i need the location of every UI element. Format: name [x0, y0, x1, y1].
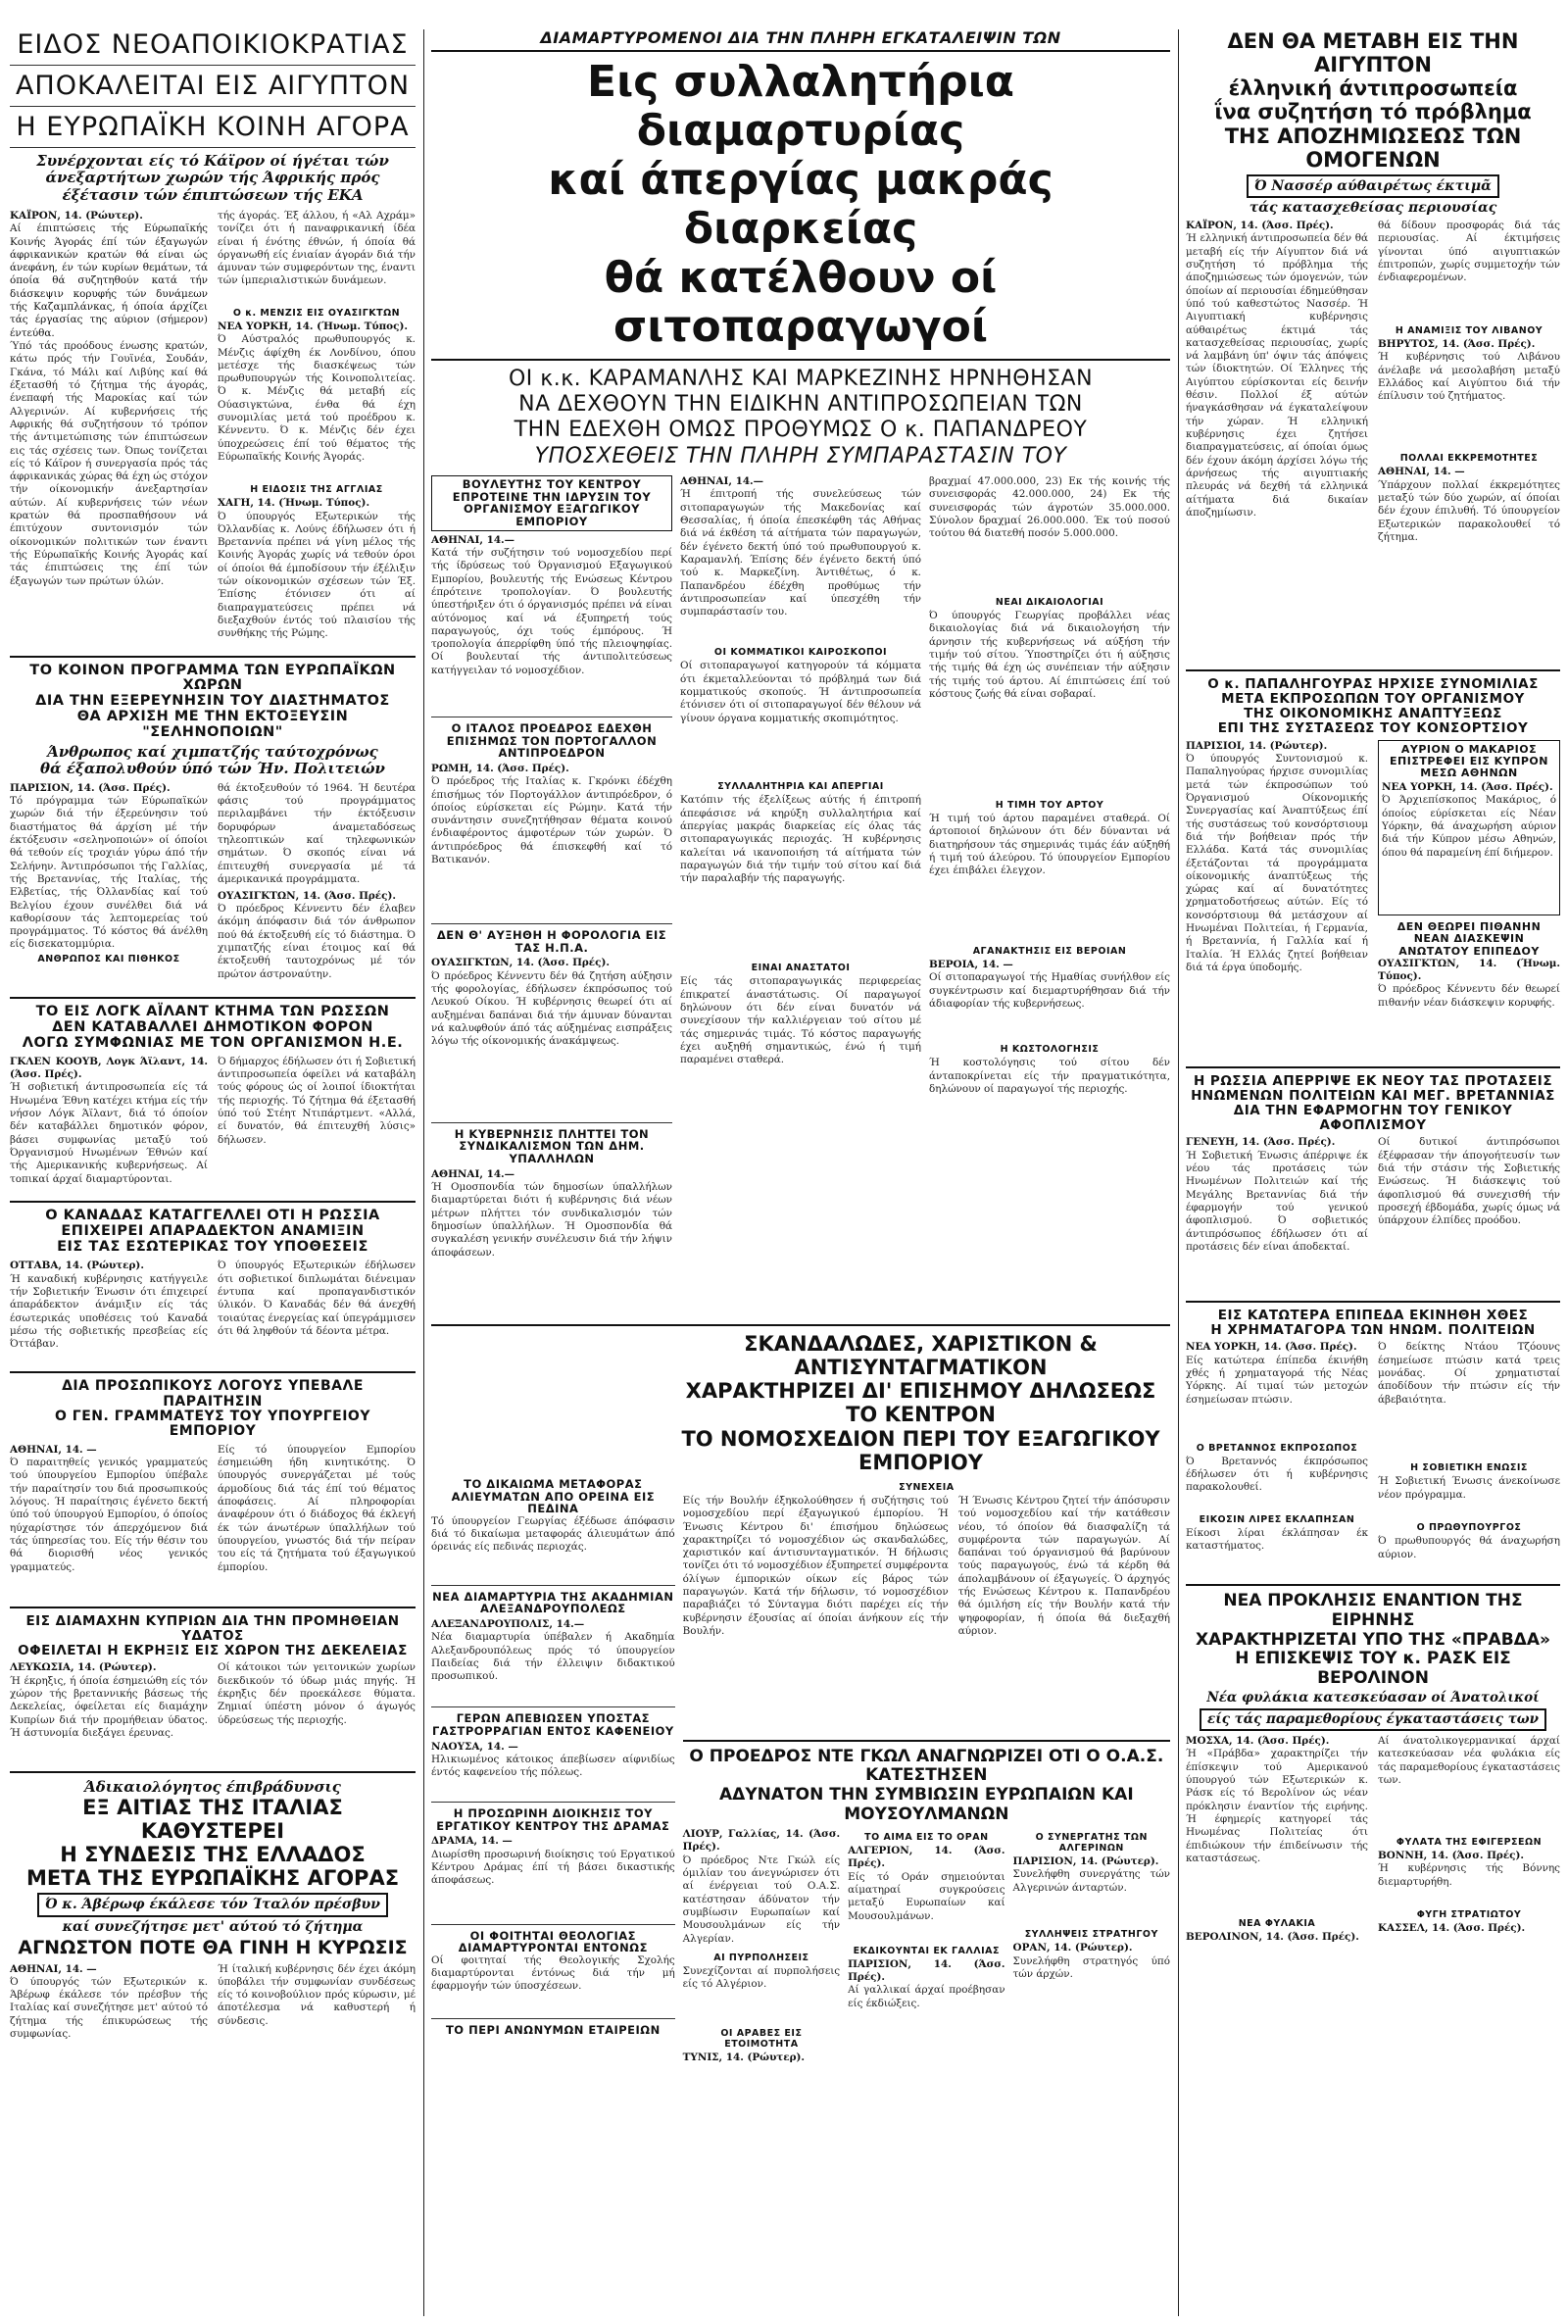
section-headline: ΔΕΝ Θ' ΑΥΞΗΘΗ Η ΦΟΡΟΛΟΓΙΑ ΕΙΣ ΤΑΣ Η.Π.Α. [436, 928, 667, 955]
subheadline: τάς κατασχεθείσας περιουσίας [1249, 199, 1497, 216]
dateline: ΒΗΡΥΤΟΣ, 14. (Άσσ. Πρές). [1378, 338, 1536, 351]
headline: ΗΝΩΜΕΝΩΝ ΠΟΛΙΤΕΙΩΝ ΚΑΙ ΜΕΓ. ΒΡΕΤΑΝΝΙΑΣ [1191, 1087, 1555, 1104]
dateline: ΟΥΑΣΙΓΚΤΩΝ, 14. (Άσσ. Πρές). [431, 957, 610, 969]
subheadline: καί συνεζήτησε μετ' αύτού τό ζήτημα [62, 1918, 364, 1935]
article-body [10, 1056, 416, 1196]
filler-text: Ό Βρεταννός έκπρόσωπος έδήλωσεν ότι ή κυβέρνησις παρακολουθεί. [1186, 1455, 1368, 1494]
deck-line: ΝΑ ΔΕΧΘΟΥΝ ΤΗΝ ΕΙΔΙΚΗΝ ΑΝΤΙΠΡΟΣΩΠΕΙΑΝ ΤΩΝ [518, 391, 1083, 417]
section-headline: ΟΙ ΦΟΙΤΗΤΑΙ ΘΕΟΛΟΓΙΑΣ ΔΙΑΜΑΡΤΥΡΟΝΤΑΙ ΕΝΤΟΝΩΣ [458, 1928, 648, 1955]
headline: ΤΟ ΝΟΜΟΣΧΕΔΙΟΝ ΠΕΡΙ ΤΟΥ ΕΞΑΓΩΓΙΚΟΥ ΕΜΠΟΡΙΟΥ [681, 1426, 1160, 1474]
headline: ΔΕΝ ΘΑ ΜΕΤΑΒΗ ΕΙΣ ΤΗΝ ΑΙΓΥΠΤΟΝ [1227, 29, 1519, 77]
filler-text: Ό Άρχιεπίσκοπος Μακάριος, ό όποίος εύρίσκεται είς Νέαν Υόρκην, θά άναχωρήση αύριον διά τήν Κύπρον μέσω Αθηνών, όπου θά παραμείνη έπί διήμερον. [1382, 794, 1556, 859]
headline: ΧΑΡΑΚΤΗΡΙΖΕΤΑΙ ΥΠΟ ΤΗΣ «ΠΡΑΒΔΑ» [1196, 1629, 1550, 1650]
section-headline: ΓΕΡΩΝ ΑΠΕΒΙΩΣΕΝ ΥΠΟΣΤΑΣ ΓΑΣΤΡΟΡΡΑΓΙΑΝ ΕΝΤΟΣ ΚΑΦΕΝΕΙΟΥ [431, 1711, 674, 1739]
headline: ΤΗΣ ΑΠΟΖΗΜΙΩΣΕΩΣ ΤΩΝ ΟΜΟΓΕΝΩΝ [1224, 124, 1522, 172]
article-body [1186, 740, 1560, 1061]
headline: ΜΕΤΑ ΕΚΠΡΟΣΩΠΩΝ ΤΟΥ ΟΡΓΑΝΙΣΜΟΥ [1221, 691, 1525, 708]
headline: ΑΔΥΝΑΤΟΝ ΤΗΝ ΣΥΜΒΙΩΣΙΝ ΕΥΡΩΠΑΙΩΝ ΚΑΙ ΜΟΥΣΟΥΛΜΑΝΩΝ [719, 1784, 1134, 1824]
dateline: ΓΕΝΕΥΗ, 14. (Άσσ. Πρές). [1186, 1136, 1336, 1149]
headline: ΑΓΝΩΣΤΟΝ ΠΟΤΕ ΘΑ ΓΙΝΗ Η ΚΥΡΩΣΙΣ [18, 1936, 408, 1958]
article-body [1186, 220, 1560, 664]
filler-text: Οί σιτοπαραγωγοί τής Ημαθίας συνήλθον είς συγκέντρωσιν καί διεμαρτυρήθησαν διά τήν άδιαφορίαν τής κυβερνήσεως. [929, 971, 1170, 1011]
filler-text: Ό πρόεδρος Κέννεντυ δέν έλαβεν άκόμη άπόφασιν διά τόν άνθρωπον πού θά έκτοξευθή είς τό διάστημα. Ό χιμπατζής είναι έτοιμος καί θά έκτοξευθή ταυτοχρόνως μέ τόν πρώτον άστροναύτην. [218, 903, 416, 980]
filler-text: Ό πρόεδρος Ντε Γκώλ είς όμιλίαν του άνεγνώρισεν ότι αί ένέργειαι τού Ο.Α.Σ. κατέστησαν άδύνατον τήν συμβίωσιν Ευρωπαίων καί Μουσουλμάνων είς τήν Αλγερίαν. [682, 1854, 841, 1945]
headline: ΐνα συζητήση τό πρόβλημα [1214, 100, 1532, 124]
headline: Η ΣΥΝΔΕΣΙΣ ΤΗΣ ΕΛΛΑΔΟΣ [60, 1843, 366, 1867]
section-headline: ΒΟΥΛΕΥΤΗΣ ΤΟΥ ΚΕΝΤΡΟΥ ΕΠΡΟΤΕΙΝΕ ΤΗΝ ΙΔΡΥΣΙΝ ΤΟΥ ΟΡΓΑΝΙΣΜΟΥ ΕΞΑΓΩΓΙΚΟΥ ΕΜΠΟΡΙΟΥ [431, 475, 672, 531]
divider [10, 1607, 416, 1608]
filler-text: Ό πρόεδρος Κέννεντυ δέν θεωρεί πιθανήν νέαν διάσκεψιν κορυφής. [1378, 983, 1560, 1009]
filler-text: Ή «Πράβδα» χαρακτηρίζει τήν έπίσκεψιν τού Αμερικανού ύπουργού τών Εξωτερικών κ. Ράσκ είς τό Βερολίνον ώς νέαν πρόκλησιν έναντίον τής ειρήνης. Ή έφημερίς κατηγορεί τάς Ηνωμένας Πολιτείας ότι έπιδιώκουν τήν έπιδείνωσιν τής καταστάσεως. [1186, 1748, 1368, 1864]
filler-text: Ή κοστολόγησις τού σίτου δέν άνταποκρίνεται είς τήν πραγματικότητα, δηλώνουν οί παραγωγοί τής περιοχής. [929, 1057, 1170, 1096]
filler-text: Είς τό Οράν σημειούνται αίματηραί συγκρούσεις μεταξύ Ευρωπαίων καί Μουσουλμάνων. [848, 1870, 1005, 1922]
headline: Ο ΓΕΝ. ΓΡΑΜΜΑΤΕΥΣ ΤΟΥ ΥΠΟΥΡΓΕΙΟΥ ΕΜΠΟΡΙΟΥ [55, 1409, 370, 1440]
dateline: ΑΘΗΝΑΙ, 14. — [10, 1962, 97, 1975]
section-subhead: Ο κ. ΜΕΝΖΙΣ ΕΙΣ ΟΥΑΣΙΓΚΤΩΝ [232, 307, 401, 319]
dateline: ΜΟΣΧΑ, 14. (Άσσ. Πρές). [1186, 1735, 1330, 1748]
dateline: ΠΑΡΙΣΙΟΝ, 14. (Ρώυτερ). [1012, 1855, 1159, 1868]
filler-text: Οί σιτοπαραγωγοί κατηγορούν τά κόμματα ότι έκμεταλλεύονται τό πρόβλημά των διά κομματικούς σκοπούς. Ή άντιπροσωπεία έτόνισεν ότι οί σιτοπαραγωγοί δέν θέλουν νά γίνουν όργανα κομματικής σκοπιμότητος. [680, 660, 921, 724]
dateline: ΑΘΗΝΑΙ, 14.— [431, 1167, 515, 1180]
section-subhead: ΠΟΛΛΑΙ ΕΚΚΡΕΜΟΤΗΤΕΣ [1399, 453, 1539, 465]
deck-line: ΤΗΝ ΕΔΕΧΘΗ ΟΜΩΣ ΠΡΟΘΥΜΩΣ Ο κ. ΠΑΠΑΝΔΡΕΟΥ [514, 418, 1088, 443]
filler-text: Είκοσι λίραι έκλάπησαν έκ καταστήματος. [1186, 1526, 1368, 1553]
section-subhead: Ο ΣΥΝΕΡΓΑΤΗΣ ΤΩΝ ΑΛΓΕΡΙΝΩΝ [1035, 1832, 1148, 1854]
filler-text: Ή έπιτροπή τής συνελεύσεως τών σιτοπαραγωγών τής Μακεδονίας καί Θεσσαλίας, ή όποία έπεσκέφθη τάς Αθήνας διά νά έκθέση τά αίτήματα τών παραγωγών, δέν έγένετο δεκτή ύπό τού πρωθυπουργού κ. Καραμανλή. Έπίσης δέν έγένετο δεκτή ύπό τού κ. Μαρκεζίνη. Άντιθέτως, ό κ. Παπανδρέου έδέχθη προθύμως τήν άντιπροσωπείαν καί ύπεσχέθη τήν συμπαράστασίν του. [680, 488, 921, 618]
headline: ΔΙΑ ΤΗΝ ΕΦΑΡΜΟΓΗΝ ΤΟΥ ΓΕΝΙΚΟΥ ΑΦΟΠΛΙΣΜΟΥ [1233, 1102, 1513, 1133]
dateline: ΟΥΑΣΙΓΚΤΩΝ, 14. (Ήνωμ. Τύπος). [1378, 957, 1560, 982]
headline: ΕΠΙ ΤΗΣ ΣΥΣΤΑΣΕΩΣ ΤΟΥ ΚΟΝΣΟΡΤΣΙΟΥ [1217, 719, 1529, 736]
divider [10, 1771, 416, 1773]
divider [431, 2018, 675, 2019]
dateline: ΛΕΥΚΩΣΙΑ, 14. (Ρώυτερ). [10, 1661, 157, 1674]
headline: ΧΑΡΑΚΤΗΡΙΖΕΙ ΔΙ' ΕΠΙΣΗΜΟΥ ΔΗΛΩΣΕΩΣ ΤΟ ΚΕΝΤΡΟΝ [685, 1379, 1156, 1427]
filler-text: Συνελήφθη συνεργάτης τών Αλγερινών άνταρτών. [1012, 1868, 1170, 1894]
kicker: Άδικαιολόγητος έπιβράδυνσις [84, 1777, 341, 1796]
divider [10, 65, 416, 66]
deck-line: ΟΙ κ.κ. ΚΑΡΑΜΑΝΛΗΣ ΚΑΙ ΜΑΡΚΕΖΙΝΗΣ ΗΡΝΗΘΗΣΑΝ [508, 366, 1094, 391]
headline: έλληνική άντιπροσωπεία [1228, 76, 1518, 101]
divider [1186, 669, 1560, 671]
filler-text: Ό ύπουργός Συντονισμού κ. Παπαληγούρας ήρχισε συνομιλίας μετά τών έκπροσώπων τού Όργανισμού Οίκονομικής Συνεργασίας καί Άναπτύξεως έπί τής συστάσεως τού κονσόρτσιουμ διά τήν βοήθειαν πρός τήν Ελλάδα. Κατά τάς συνομιλίας έξετάζονται τά προγράμματα οίκονομικής άναπτύξεως τής χώρας καί αί δυνατότητες χρηματοδοτήσεως αύτών. Είς τό κονσόρτσιουμ θά μετάσχουν αί Ηνωμέναι Πολιτείαι, ή Γερμανία, ή Βρεταννία, ή Γαλλία καί ή Ιταλία. Ή Ελλάς ζητεί βοήθειαν διά τά έργα ύποδομής. [1186, 753, 1368, 974]
divider [431, 1324, 1170, 1326]
headline: ΤΟ ΚΟΙΝΟΝ ΠΡΟΓΡΑΜΜΑ ΤΩΝ ΕΥΡΩΠΑΪΚΩΝ ΧΩΡΩΝ [29, 662, 396, 694]
divider [10, 106, 416, 107]
headline: ΣΚΑΝΔΑΛΩΔΕΣ, ΧΑΡΙΣΤΙΚΟΝ & ΑΝΤΙΣΥΝΤΑΓΜΑΤΙΚΟΝ [744, 1332, 1098, 1380]
filler-text: Ή κυβέρνησις τού Λιβάνου άνέλαβε νά μεσολαβήση μεταξύ Ελλάδος καί Αιγύπτου διά τήν έπίλυσιν τού ζητήματος. [1378, 351, 1560, 403]
dateline: ΠΑΡΙΣΙΟΙ, 14. (Ρώυτερ). [1186, 739, 1328, 752]
article-body [10, 1962, 416, 2041]
filler-text: θά έκτοξευθούν τό 1964. Ή δευτέρα φάσις τού προγράμματος περιλαμβάνει τήν έκτόξευσιν δορυφόρων άναμεταδόσεως τηλεοπτικών καί τηλεφωνικών σημάτων. Ό σκοπός είναι νά έπιτευχθή συνεργασία μέ τά άμερικανικά προγράμματα. [218, 781, 416, 885]
section-subhead: ΦΥΛΑΤΑ ΤΗΣ ΕΦΙΓΕΡΣΕΩΝ [1396, 1837, 1543, 1849]
filler-text: Ό δήμαρχος έδήλωσεν ότι ή Σοβιετική άντιπροσωπεία όφείλει νά καταβάλη τούς φόρους ώς οί λοιποί ίδιοκτήται τής περιοχής. Τό ζήτημα θά έξετασθή ύπό τού Στέητ Ντιπάρτμεντ. «Αλλά, εί δυνατόν, θά έπιτευχθή λύσις» δήλωσεν. [218, 1055, 416, 1146]
divider [10, 1201, 416, 1203]
section-subhead: ΣΥΛΛΗΨΕΙΣ ΣΤΡΑΤΗΓΟΥ [1024, 1929, 1158, 1941]
section-subhead: Η ΤΙΜΗ ΤΟΥ ΑΡΤΟΥ [995, 800, 1104, 812]
dateline: ΑΛΕΞΑΝΔΡΟΥΠΟΛΙΣ, 14.— [431, 1618, 585, 1631]
headline: ΔΙΑ ΠΡΟΣΩΠΙΚΟΥΣ ΛΟΓΟΥΣ ΥΠΕΒΑΛΕ ΠΑΡΑΙΤΗΣΙΝ [62, 1378, 364, 1409]
filler-text: Ό πρόεδρος τής Ιταλίας κ. Γκρόνκι έδέχθη έπισήμως τόν Πορτογάλλον άντιπρόεδρον, ό όποίος εύρίσκεται είς Ρώμην. Κατά τήν συνάντησιν συνεζητήθησαν θέματα κοινού ένδιαφέροντος άμφοτέρων τών χωρών. Ό άντιπρόεδρος θά έπισκεφθή καί τό Βατικανόν. [431, 775, 672, 866]
dateline: ΠΑΡΙΣΙΟΝ, 14. (Άσσ. Πρές). [10, 781, 171, 794]
boxed-brief [1378, 740, 1560, 916]
section-subhead: ΦΥΓΗ ΣΤΡΑΤΙΩΤΟΥ [1416, 1909, 1522, 1921]
dateline: ΝΑΟΥΣΑ, 14. — [431, 1740, 518, 1753]
filler-text: Συνελήφθη στρατηγός ύπό τών άρχών. [1012, 1954, 1170, 1980]
divider [431, 1706, 675, 1707]
headline: ΑΠΟΚΑΛΕΙΤΑΙ ΕΙΣ ΑΙΓΥΠΤΟΝ [15, 71, 411, 102]
section-subhead: ΝΕΑ ΦΥΛΑΚΙΑ [1238, 1918, 1316, 1930]
filler-text: Ό Αύστραλός πρωθυπουργός κ. Μένζις άφίχθη έκ Λονδίνου, όπου μετέσχε τής διασκέψεως τών πρωθυπουργών τής Κοινοπολιτείας. Ό κ. Μένζις θά μεταβή είς Ούασιγκτώνα, ένθα θά έχη συνομιλίας μετά τού προέδρου κ. Κέννεντυ. Ό κ. Μένζις δέν έχει ύποχρεώσεις έπί τού θέματος τής Εύρωπαϊκής Κοινής Άγοράς. [218, 333, 416, 464]
headline: Η ΧΡΗΜΑΤΑΓΟΡΑ ΤΩΝ ΗΝΩΜ. ΠΟΛΙΤΕΙΩΝ [1210, 1321, 1536, 1338]
dateline: ΟΡΑΝ, 14. (Ρώυτερ). [1012, 1942, 1133, 1954]
headline: ΕΠΙΣΤΡΕΦΕΙ ΕΙΣ ΚΥΠΡΟΝ [1390, 754, 1548, 767]
filler-text: Ή έκρηξις, ή όποία έσημειώθη είς τόν χώρον τής βρεταννικής βάσεως τής Δεκελείας, όφείλεται είς διαμάχην Κυπρίων διά τήν προμήθειαν ύδατος. Ή άστυνομία διεξάγει έρευνας. [10, 1674, 208, 1739]
filler-text: Τό πρόγραμμα τών Εύρωπαϊκών χωρών διά τήν έξερεύνησιν τού διαστήματος θά άρχίση μέ τήν έκτόξευσιν «σεληνοποιών» οί όποίοι θά τεθούν είς τροχιάν γύρω άπό τήν Σελήνην. Άντιπρόσωποι τής Γαλλίας, τής Βρεταννίας, τής Ιταλίας, τής Ελβετίας, τής Όλλανδίας καί τού Βελγίου έχουν συνέλθει διά νά καθορίσουν τάς λεπτομερείας τού προγράμματος. Τό κόστος θά άνέλθη είς δισεκατομμύρια. [10, 795, 208, 951]
article-body [1186, 1136, 1560, 1294]
headline: Ο ΠΡΟΕΔΡΟΣ ΝΤΕ ΓΚΩΛ ΑΝΑΓΝΩΡΙΖΕΙ ΟΤΙ Ο Ο.Α.Σ. ΚΑΤΕΣΤΗΣΕΝ [689, 1746, 1164, 1786]
section-subhead: Ο ΠΡΩΘΥΠΟΥΡΓΟΣ [1416, 1522, 1522, 1534]
dateline: ΟΥΑΣΙΓΚΤΩΝ, 14. (Άσσ. Πρές). [218, 889, 396, 902]
dateline: ΑΘΗΝΑΙ, 14. — [10, 1443, 97, 1456]
center-column [431, 29, 1170, 2064]
subheadline: θά έξαπολυθούν ύπό τών Ήν. Πολιτειών [40, 760, 385, 778]
headline: ΔΕΝ ΚΑΤΑΒΑΛΛΕΙ ΔΗΜΟΤΙΚΟΝ ΦΟΡΟΝ [52, 1018, 373, 1035]
article-body [431, 475, 1170, 1318]
filler-text: Ή Σοβιετική Ένωσις άνεκοίνωσε νέον πρόγραμμα. [1378, 1475, 1560, 1501]
section-subhead: ΕΙΝΑΙ ΑΝΑΣΤΑΤΟΙ [751, 963, 851, 974]
headline: ΔΕΝ ΘΕΩΡΕΙ ΠΙΘΑΝΗΝ ΝΕΑΝ ΔΙΑΣΚΕΨΙΝ ΑΝΩΤΑΤΟΥ ΕΠΙΠΕΔΟΥ [1396, 920, 1542, 958]
filler-text: Ό δείκτης Ντάου Τζόουνς έσημείωσε πτώσιν κατά τρεις μονάδας. Οί χρηματισταί άποδίδουν τήν πτώσιν είς τήν άβεβαιότητα. [1378, 1341, 1560, 1406]
dateline: ΝΕΑ ΥΟΡΚΗ, 14. (Ήνωμ. Τύπος). [218, 320, 408, 332]
section-subhead: Η ΣΟΒΙΕΤΙΚΗ ΕΝΩΣΙΣ [1410, 1462, 1528, 1474]
section-subhead: ΤΟ ΑΙΜΑ ΕΙΣ ΤΟ ΟΡΑΝ [864, 1832, 989, 1844]
headline: ΤΗΣ ΟΙΚΟΝΟΜΙΚΗΣ ΑΝΑΠΤΥΞΕΩΣ [1244, 706, 1502, 722]
headline: Η ΕΥΡΩΠΑΪΚΗ ΚΟΙΝΗ ΑΓΟΡΑ [16, 112, 410, 143]
deck-line: ΥΠΟΣΧΕΘΕΙΣ ΤΗΝ ΠΛΗΡΗ ΣΥΜΠΑΡΑΣΤΑΣΙΝ ΤΟΥ [534, 443, 1067, 469]
section-subhead: ΟΙ ΚΟΜΜΑΤΙΚΟΙ ΚΑΙΡΟΣΚΟΠΟΙ [713, 647, 888, 659]
divider [431, 1585, 675, 1586]
subheadline: Συνέρχονται είς τό Κάϊρον οί ήγέται τών άνεξαρτήτων χωρών τής Άφρικής πρός έξέτασιν τών έπιπτώσεων τής ΕΚΑ [36, 152, 389, 204]
filler-text: Ή κυβέρνησις τής Βόννης διεμαρτυρήθη. [1378, 1862, 1560, 1888]
subheadline: Ό κ. Άβέρωφ έκάλεσε τόν Ίταλόν πρέσβυν [37, 1893, 388, 1916]
dateline: ΑΘΗΝΑΙ, 14.— [680, 475, 764, 488]
main-headline [431, 58, 1170, 353]
headline: ΟΦΕΙΛΕΤΑΙ Η ΕΚΡΗΞΙΣ ΕΙΣ ΧΩΡΟΝ ΤΗΣ ΔΕΚΕΛΕΙΑΣ [18, 1642, 408, 1658]
headline: ΕΙΔΟΣ ΝΕΟΑΠΟΙΚΙΟΚΡΑΤΙΑΣ [17, 29, 409, 60]
headline: ΕΙΣ ΚΑΤΩΤΕΡΑ ΕΠΙΠΕΔΑ ΕΚΙΝΗΘΗ ΧΘΕΣ [1217, 1307, 1529, 1323]
headline: Η ΡΩΣΣΙΑ ΑΠΕΡΡΙΨΕ ΕΚ ΝΕΟΥ ΤΑΣ ΠΡΟΤΑΣΕΙΣ [1193, 1073, 1553, 1090]
headline: Η ΕΠΙΣΚΕΨΙΣ ΤΟΥ κ. ΡΑΣΚ ΕΙΣ ΒΕΡΟΛΙΝΟΝ [1235, 1649, 1511, 1688]
dateline: ΓΚΛΕΝ ΚΟΟΥΒ, Λογκ Άϊλαντ, 14. (Άσσ. Πρές). [10, 1055, 208, 1081]
filler-text: Κατά τήν συζήτησιν τού νομοσχεδίου περί τής ίδρύσεως τού Όργανισμού Εξαγωγικού Εμπορίου, βουλευτής τής Ενώσεως Κέντρου έπρότεινε τροπολογίαν. Ό βουλευτής ύπεστήριξεν ότι ό όργανισμός πρέπει νά είναι αύτόνομος καί νά έξυπηρετή τούς παραγωγούς, όχι τούς έμπόρους. Ή τροπολογία άπερρίφθη ύπό τής πλειοψηφίας. Οί βουλευταί τής άντιπολιτεύσεως κατήγγειλαν τό νομοσχέδιον. [431, 546, 672, 676]
section-headline: Η ΠΡΟΣΩΡΙΝΗ ΔΙΟΙΚΗΣΙΣ ΤΟΥ ΕΡΓΑΤΙΚΟΥ ΚΕΝΤΡΟΥ ΤΗΣ ΔΡΑΜΑΣ [436, 1805, 670, 1833]
divider [431, 359, 1170, 361]
kicker: ΔΙΑΜΑΡΤΥΡΟΜΕΝΟΙ ΔΙΑ ΤΗΝ ΠΛΗΡΗ ΕΓΚΑΤΑΛΕΙΨΙΝ ΤΩΝ [431, 29, 1170, 52]
section-subhead: ΣΥΛΛΑΛΗΤΗΡΙΑ ΚΑΙ ΑΠΕΡΓΙΑΙ [717, 781, 884, 793]
filler-text: Οί δυτικοί άντιπρόσωποι έξέφρασαν τήν άπογοήτευσίν των διά τήν στάσιν τής Σοβιετικής Ενώσεως. Ή διάσκεψις τού άφοπλισμού θά συνεχισθή τήν προσεχή έβδομάδα, χωρίς όμως νά ύπάρχουν έλπίδες προόδου. [1378, 1136, 1560, 1227]
filler-text: Ή Σοβιετική Ένωσις άπέρριψε έκ νέου τάς προτάσεις τών Ηνωμένων Πολιτειών καί τής Μεγάλης Βρεταννίας διά τήν έφαρμογήν τού γενικού άφοπλισμού. Ό σοβιετικός άντιπρόσωπος έδήλωσεν ότι αί προτάσεις δέν είναι άποδεκταί. [1186, 1149, 1368, 1253]
filler-text: Τό ύπουργείον Γεωργίας έξέδωσε άπόφασιν διά τό δικαίωμα μεταφοράς άλιευμάτων άπό όρεινάς είς πεδινάς περιοχάς. [431, 1514, 675, 1554]
headline: Ο ΚΑΝΑΔΑΣ ΚΑΤΑΓΓΕΛΛΕΙ ΟΤΙ Η ΡΩΣΣΙΑ [45, 1208, 380, 1224]
divider [683, 1740, 1170, 1742]
deck [431, 367, 1170, 470]
section-headline: ΝΕΑ ΔΙΑΜΑΡΤΥΡΙΑ ΤΗΣ ΑΚΑΔΗΜΙΑΝ ΑΛΕΞΑΝΔΡΟΥΠΟΛΕΩΣ [432, 1589, 674, 1616]
divider [431, 923, 672, 924]
article-body [431, 1478, 1170, 2064]
section-subhead: ΕΙΚΟΣΙΝ ΛΙΡΕΣ ΕΚΛΑΠΗΣΑΝ [1199, 1513, 1355, 1525]
headline: ΔΙΑ ΤΗΝ ΕΞΕΡΕΥΝΗΣΙΝ ΤΟΥ ΔΙΑΣΤΗΜΑΤΟΣ [35, 693, 390, 710]
article-body [1186, 1735, 1560, 1945]
section-headline: Η ΚΥΒΕΡΝΗΣΙΣ ΠΛΗΤΤΕΙ ΤΟΝ ΣΥΝΔΙΚΑΛΙΣΜΟΝ ΤΩΝ ΔΗΜ. ΥΠΑΛΛΗΛΩΝ [454, 1126, 650, 1166]
filler-text: Οί κάτοικοι τών γειτονικών χωρίων διεκδικούν τό ύδωρ μιάς πηγής. Ή έκρηξις δέν προεκάλεσε θύματα. Ζημιαί ύπέστη μόνον ό άγωγός ύδρεύσεως τής περιοχής. [218, 1661, 416, 1726]
filler-text: τής άγοράς. Έξ άλλου, ή «Αλ Αχράμ» τονίζει ότι ή παναφρικανική ίδέα είναι ή ένότης έθνών, ή όποία θά όργανωθή είς ένιαίαν άγοράν διά τήν άμυναν τών συμφερόντων της, έναντι τών ίμπεριαλιστικών δυνάμεων. [218, 209, 416, 287]
filler-text: Είς τήν Βουλήν έξηκολούθησεν ή συζήτησις τού νομοσχεδίου περί έξαγωγικού έμπορίου. Ή Ένωσις Κέντρου δι' έπισήμου δηλώσεως χαρακτηρίζει τό νομοσχέδιον ώς σκανδαλώδες, χαριστικόν καί άντισυνταγματικόν. Ή δήλωσις τονίζει ότι τό νομοσχέδιον έξυπηρετεί συμφέροντα όλίγων έμπορικών οίκων είς βάρος τών παραγωγών. Κατά τήν δήλωσιν, τό νομοσχέδιον παραβιάζει τό Σύνταγμα διότι παρέχει είς τήν κυβέρνησιν έξουσίας αί όποίαι άνήκουν είς τήν Βουλήν. [682, 1494, 949, 1637]
filler-text: Ό ύπουργός Γεωργίας προβάλλει νέας δικαιολογίας διά νά δικαιολογήση τήν άρνησιν τής κυβερνήσεως νά αύξήση τήν τιμήν τού σίτου. Ύποστηρίζει ότι ή αύξησις τής τιμής θά έχη ώς συνέπειαν τήν αύξησιν τής τιμής τού άρτου. Αί έπιπτώσεις έπί τού κόστους ζωής θά είναι σοβαραί. [929, 610, 1170, 700]
article-body [10, 1444, 416, 1601]
filler-text: Ή Ένωσις Κέντρου ζητεί τήν άπόσυρσιν τού νομοσχεδίου καί τήν κατάθεσιν νέου, τό όποίον θά διασφαλίζη τά συμφέροντα τών παραγωγών. Αί δαπάναι τού όργανισμού θά βαρύνουν τούς παραγωγούς, ένώ τά κέρδη θά άπολαμβάνουν οί έξαγωγείς. Ό άρχηγός τής Ενώσεως Κέντρου κ. Παπανδρέου θά όμιλήση είς τήν Βουλήν κατά τήν ψηφοφορίαν, ή όποία θά διεξαχθή αύριον. [957, 1494, 1170, 1637]
filler-text: Ό παραιτηθείς γενικός γραμματεύς τού ύπουργείου Εμπορίου ύπέβαλε τήν παραίτησίν του διά προσωπικούς λόγους. Ή παραίτησις έγένετο δεκτή ύπό τού ύπουργού Εμπορίου, ό όποίος ηύχαρίστησε τόν άπερχόμενον διά τάς ύπηρεσίας του. Είς τήν θέσιν του θά διορισθή νέος γενικός γραμματεύς. [10, 1457, 208, 1573]
headline: ΕΙΣ ΤΑΣ ΕΣΩΤΕΡΙΚΑΣ ΤΟΥ ΥΠΟΘΕΣΕΙΣ [57, 1239, 368, 1256]
headline: ΝΕΑ ΠΡΟΚΛΗΣΙΣ ΕΝΑΝΤΙΟΝ ΤΗΣ ΕΙΡΗΝΗΣ [1223, 1591, 1523, 1630]
dateline: ΑΘΗΝΑΙ, 14.— [431, 533, 515, 546]
section-subhead: ΑΓΑΝΑΚΤΗΣΙΣ ΕΙΣ ΒΕΡΟΙΑΝ [972, 946, 1127, 958]
subheadline: Ό Νασσέρ αύθαιρέτως έκτιμᾶ [1247, 174, 1499, 198]
headline: ΜΕΣΩ ΑΘΗΝΩΝ [1420, 766, 1518, 779]
headline: ΕΠΙΧΕΙΡΕΙ ΑΠΑΡΑΔΕΚΤΟΝ ΑΝΑΜΙΞΙΝ [61, 1223, 365, 1240]
headline: ΑΥΡΙΟΝ Ο ΜΑΚΑΡΙΟΣ [1400, 742, 1538, 756]
filler-text: Συνεχίζονται αί πυρπολήσεις είς τό Αλγέριον. [682, 1964, 841, 1990]
section-headline: ΤΟ ΔΙΚΑΙΩΜΑ ΜΕΤΑΦΟΡΑΣ ΑΛΙΕΥΜΑΤΩΝ ΑΠΟ ΟΡΕΙΝΑ ΕΙΣ ΠΕΔΙΝΑ [451, 1476, 656, 1516]
column-rule [423, 29, 424, 2316]
filler-text: Ή ίταλική κυβέρνησις δέν έχει άκόμη ύποβάλει τήν συμφωνίαν συνδέσεως είς τό κοινοβούλιον πρός κύρωσιν, μέ άποτέλεσμα νά καθυστερή ή σύνδεσις. [218, 1962, 416, 2027]
divider [431, 1924, 675, 1925]
headline: Ο κ. ΠΑΠΑΛΗΓΟΥΡΑΣ ΗΡΧΙΣΕ ΣΥΝΟΜΙΛΙΑΣ [1207, 676, 1539, 693]
dateline: ΚΑΪΡΟΝ, 14. (Ρώυτερ). [10, 209, 143, 222]
divider [10, 147, 416, 148]
dateline: ΒΕΡΟΛΙΝΟΝ, 14. (Άσσ. Πρές). [1186, 1931, 1359, 1944]
main-headline-line: καί άπεργίας μακράς διαρκείας [548, 154, 1054, 255]
filler-text: Κατόπιν τής έξελίξεως αύτής ή έπιτροπή άπεφάσισε νά κηρύξη συλλαλητήρια καί άπεργίας μακράς διαρκείας είς όλας τάς σιτοπαραγωγικάς περιοχάς. Ή κυβέρνησις καλείται νά ικανοποιήση τά αίτήματα τών παραγωγών διά τήν τιμήν τού σίτου καί διά τήν παραλαβήν τής παραγωγής. [680, 794, 921, 885]
headline: ΘΑ ΑΡΧΙΣΗ ΜΕ ΤΗΝ ΕΚΤΟΞΕΥΣΙΝ "ΣΕΛΗΝΟΠΟΙΩΝ" [76, 709, 349, 741]
dateline: ΟΤΤΑΒΑ, 14. (Ρώυτερ). [10, 1260, 144, 1272]
dateline: ΚΑΪΡΟΝ, 14. (Άσσ. Πρές). [1186, 220, 1334, 232]
column-rule [1178, 29, 1179, 2316]
article-body [10, 782, 416, 991]
dateline: ΤΥΝΙΣ, 14. (Ρώυτερ). [682, 2051, 806, 2063]
subheadline: είς τάς παραμεθορίους έγκαταστάσεις των [1200, 1708, 1546, 1732]
filler-text: Διωρίσθη προσωρινή διοίκησις τού Εργατικού Κέντρου Δράμας έπί τή βάσει δικαστικής άποφάσεως. [431, 1848, 675, 1887]
filler-text: Ό πρόεδρος Κέννεντυ δέν θά ζητήση αύξησιν τής φορολογίας, έδήλωσεν έκπρόσωπος τού Λευκού Οίκου. Ή κυβέρνησις θεωρεί ότι αί αυξημέναι δαπάναι διά τήν άμυναν δύνανται νά καλυφθούν άπό τάς αύξημένας εισπράξεις λόγω τής οίκονομικής άνακάμψεως. [431, 969, 672, 1048]
divider [10, 656, 416, 658]
article-body [1186, 1341, 1560, 1578]
filler-text: Είς κατώτερα έπίπεδα έκινήθη χθές ή χρηματαγορά τής Νέας Υόρκης. Αί τιμαί τών μετοχών έσημείωσαν πτώσιν. [1186, 1354, 1368, 1406]
dateline: ΠΑΡΙΣΙΟΝ, 14. (Άσσ. Πρές). [848, 1957, 1005, 1983]
section-subhead: ΕΚΔΙΚΟΥΝΤΑΙ ΕΚ ΓΑΛΛΙΑΣ [853, 1945, 1000, 1956]
divider [1186, 1584, 1560, 1586]
dateline: ΒΟΝΝΗ, 14. (Άσσ. Πρές). [1378, 1850, 1525, 1862]
filler-text: Οί φοιτηταί τής Θεολογικής Σχολής διαμαρτύρονται έντόνως διά τήν μή έφαρμογήν τών ύποσχέσεων. [431, 1953, 675, 1993]
section-subhead: Η ΚΩΣΤΟΛΟΓΗΣΙΣ [1000, 1044, 1100, 1056]
headline: ΕΞ ΑΙΤΙΑΣ ΤΗΣ ΙΤΑΛΙΑΣ ΚΑΘΥΣΤΕΡΕΙ [82, 1795, 343, 1844]
subheadline: Άνθρωπος καί χιμπατζής ταύτοχρόνως [47, 743, 378, 762]
filler-text: Ό ύπουργός Εξωτερικών έδήλωσεν ότι σοβιετικοί διπλωμάται διένειμαν έντυπα καί προπαγανδιστικόν ύλικόν. Ό Καναδάς δέν θά άνεχθή τοιαύτας ένεργείας καί ύπεγράμμισεν ότι θά ληφθούν τά δέοντα μέτρα. [218, 1260, 416, 1337]
main-headline-line: Εις συλλαλητήρια διαμαρτυρίας [587, 56, 1014, 156]
dateline: ΛΙΟΥΡ, Γαλλίας, 14. (Άσσ. Πρές). [682, 1828, 841, 1854]
filler-text: Ή ελληνική άντιπροσωπεία δέν θά μεταβή είς τήν Αίγυπτον διά νά συζητήση τό πρόβλημα τής άποζημιώσεως τών όμογενών, τών όποίων αί περιουσίαι έδημεύθησαν ύπό τού καθεστώτος Νασσέρ. Ή Αιγυπτιακή κυβέρνησις αύθαιρέτως έκτιμά τάς κατασχεθείσας περιουσίας, χωρίς νά λαμβάνη ύπ' όψιν τάς άπόψεις τών ίδιοκτητών. Οί Έλληνες τής Αιγύπτου εύρίσκονται είς δεινήν θέσιν. Πολλοί έξ αύτών ήναγκάσθησαν νά έγκαταλείψουν τήν χώραν. Ή ελληνική κυβέρνησις έχει ζητήσει διαπραγματεύσεις, αί όποίαι όμως δέν έχουν άκόμη άρχίσει λόγω τής άρνήσεως τής αιγυπτιακής πλευράς νά δεχθή τά ελληνικά αίτήματα διά δικαίαν άποζημίωσιν. [1186, 232, 1368, 519]
dateline: ΑΘΗΝΑΙ, 14. — [1378, 466, 1465, 478]
divider [431, 1802, 675, 1803]
section-subhead: Η ΑΝΑΜΙΞΙΣ ΤΟΥ ΛΙΒΑΝΟΥ [1395, 325, 1544, 337]
filler-text: Ό ύπουργός τών Εξωτερικών κ. Άβέρωφ έκάλεσε τόν πρέσβυν τής Ιταλίας καί συνεζήτησε μετ' αύτού τό ζήτημα τής έπικυρώσεως τής συμφωνίας. [10, 1975, 208, 2041]
left-column [10, 29, 416, 2041]
filler-text: Ή Ομοσπονδία τών δημοσίων ύπαλλήλων διαμαρτύρεται διότι ή κυβέρνησις διά νέων μέτρων πλήττει τόν συνδικαλισμόν τών δημοσίων ύπαλλήλων. Ή Ομοσπονδία θά συγκαλέση γενικήν συνέλευσιν διά τήν λήψιν άποφάσεων. [431, 1181, 672, 1259]
filler-text: Ηλικιωμένος κάτοικος άπεβίωσεν αίφνιδίως έντός καφενείου τής πόλεως. [431, 1753, 675, 1779]
right-column [1186, 29, 1560, 1945]
divider [10, 1371, 416, 1373]
dateline: ΧΑΓΗ, 14. (Ήνωμ. Τύπος). [218, 497, 370, 510]
divider [1186, 1066, 1560, 1068]
section-subhead: ΑΙ ΠΥΡΠΟΛΗΣΕΙΣ [713, 1952, 809, 1963]
dateline: ΒΕΡΟΙΑ, 14. — [929, 959, 1013, 971]
dateline: ΝΕΑ ΥΟΡΚΗ, 14. (Άσσ. Πρές). [1186, 1341, 1357, 1354]
divider [431, 1122, 672, 1123]
filler-text: Ό πρωθυπουργός θά άναχωρήση αύριον. [1378, 1535, 1560, 1560]
subheadline: Νέα φυλάκια κατεσκεύασαν οί Άνατολικοί [1206, 1690, 1540, 1706]
divider [1186, 1301, 1560, 1303]
headline: ΕΙΣ ΔΙΑΜΑΧΗΝ ΚΥΠΡΙΩΝ ΔΙΑ ΤΗΝ ΠΡΟΜΗΘΕΙΑΝ ΥΔΑΤΟΣ [25, 1612, 400, 1644]
headline: ΛΟΓΩ ΣΥΜΦΩΝΙΑΣ ΜΕ ΤΟΝ ΟΡΓΑΝΙΣΜΟΝ Η.Ε. [22, 1034, 404, 1051]
dateline: ΡΩΜΗ, 14. (Άσσ. Πρές). [431, 762, 569, 774]
section-headline: Ο ΙΤΑΛΟΣ ΠΡΟΕΔΡΟΣ ΕΔΕΧΘΗ ΕΠΙΣΗΜΩΣ ΤΟΝ ΠΟΡΤΟΓΑΛΛΟΝ ΑΝΤΙΠΡΟΕΔΡΟΝ [446, 720, 658, 761]
filler-text: Αί γαλλικαί άρχαί προέβησαν είς έκδιώξεις. [848, 1984, 1005, 2009]
filler-text: Αί άνατολικογερμανικαί άρχαί κατεσκεύασαν νέα φυλάκια είς τάς παραμεθορίους έγκαταστάσεις των. [1378, 1735, 1560, 1787]
filler-text: Είς τό ύπουργείον Εμπορίου έσημειώθη ήδη κινητικότης. Ό ύπουργός συνεργάζεται μέ τούς άρμοδίους διά τάς έπί τού θέματος άποφάσεις. Αί πληροφορίαι άναφέρουν ότι ό διάδοχος θά έκλεγή έκ τών άνωτέρων ύπαλλήλων τού ύπουργείου, γνωστός διά τήν πείραν του είς τά ζητήματα τού έξαγωγικού έμπορίου. [218, 1443, 416, 1573]
filler-text: Είς τάς σιτοπαραγωγικάς περιφερείας έπικρατεί άναστάτωσις. Οί παραγωγοί δηλώνουν ότι δέν είναι δυνατόν νά συνεχίσουν τήν καλλιέργειαν τού σίτου μέ τάς σημερινάς τιμάς. Τό κόστος παραγωγής έχει αυξηθή σημαντικώς, ένώ ή τιμή παραμένει σταθερά. [680, 975, 921, 1066]
main-headline-line: θά κατέλθουν οί σιτοπαραγωγοί [604, 253, 998, 353]
filler-text: Ύπό τάς προόδους ένωσης κρατών, κάτω πρός τήν Γουϊνέα, Σουδάν, Γκάνα, τό Μάλι καί Λιβύης καί θά έξετασθή τό ζήτημα τής άγοράς, ένεπαφή τής Μαροκίας καί τών Αλγερινών. Αί κυβερνήσεις τής Αφρικής θά συζητήσουν τό τρόπον τής άντιμετώπισης τών έπιπτώσεων εις τάς σχέσεις των. Όπως τονίζεται είς τό Κάϊρον ή συνεργασία πρός τάς άφρικανικάς χώρας θά έχη ώς στόχον τήν οίκονομικήν άνεξαρτησίαν αύτών. Αί κυβερνήσεις τών νέων κρατών θά προσπαθήσουν νά έπιτύχουν συντονισμόν τών οίκονομικών πολιτικών των έναντι τής Εύρωπαϊκής Κοινής Άγοράς καί τάς έπιπτώσεις της έπί τών έξαγωγών των πρώτων ύλών. [10, 340, 208, 587]
filler-text: θά δίδουν προσφοράς διά τάς περιουσίας. Αί έκτιμήσεις γίνονται ύπό αιγυπτιακών έπιτροπών, χωρίς συμμετοχήν τών ένδιαφερομένων. [1378, 220, 1560, 284]
dateline: ΝΕΑ ΥΟΡΚΗ, 14. (Άσσ. Πρές). [1382, 781, 1553, 793]
headline: ΤΟ ΕΙΣ ΛΟΓΚ ΑΪΛΑΝΤ ΚΤΗΜΑ ΤΩΝ ΡΩΣΣΩΝ [35, 1004, 390, 1020]
filler-text: Νέα διαμαρτυρία ύπέβαλεν ή Ακαδημία Αλεξανδρουπόλεως πρός τό ύπουργείον Παιδείας διά τήν έλλειψιν διδακτικού προσωπικού. [431, 1631, 675, 1683]
article-body [10, 1260, 416, 1365]
section-subhead: ΝΕΑΙ ΔΙΚΑΙΟΛΟΓΙΑΙ [995, 597, 1104, 609]
divider [10, 997, 416, 999]
section-subhead: Η ΕΙΔΟΣΙΣ ΤΗΣ ΑΓΓΛΙΑΣ [250, 484, 383, 496]
filler-text: Ή τιμή τού άρτου παραμένει σταθερά. Οί άρτοποιοί δηλώνουν ότι δέν δύνανται νά διατηρήσουν τάς σημερινάς τιμάς έάν αύξηθή ή τιμή τού άλεύρου. Τό ύπουργείον Εμπορίου έχει έπιβάλει έλεγχον. [929, 813, 1170, 877]
section-subhead: ΑΝΘΡΩΠΟΣ ΚΑΙ ΠΙΘΗΚΟΣ [37, 954, 180, 965]
article-body [10, 1661, 416, 1764]
dateline: ΚΑΣΣΕΛ, 14. (Άσσ. Πρές). [1378, 1922, 1526, 1935]
section-subhead: Ο ΒΡΕΤΑΝΝΟΣ ΕΚΠΡΟΣΩΠΟΣ [1196, 1442, 1358, 1454]
dateline: ΔΡΑΜΑ, 14. — [431, 1835, 513, 1848]
article-text: Αί έπιπτώσεις τής Εύρωπαϊκής Κοινής Άγοράς έπί τών έξαγωγών άφρικανικών κρατών θά είναι ώς άνεφάνη, έν τών κυρίων θεμάτων, τά όποία θά συζητηθούν κατά τήν διάσκεψιν κορυφής τών δυνάμεων τής Καζαμπλάνκας, ή όποία άρχίζει τάς έργασίας της αύριον (σήμερον) έντεύθα. [10, 223, 208, 339]
section-headline: ΤΟ ΠΕΡΙ ΑΝΩΝΥΜΩΝ ΕΤΑΙΡΕΙΩΝ [445, 2022, 661, 2037]
scandal-headline [671, 1332, 1170, 1474]
section-subhead: ΟΙ ΑΡΑΒΕΣ ΕΙΣ ΕΤΟΙΜΟΤΗΤΑ [720, 2027, 803, 2050]
filler-text: Ή σοβιετική άντιπροσωπεία είς τά Ηνωμένα Έθνη κατέχει κτήμα είς τήν νήσον Λόγκ Άϊλαντ, διά τό όποίον δέν καταβάλλει δημοτικόν φόρον, βάσει συμφωνίας μεταξύ τού Όργανισμού Ηνωμένων Έθνών καί τής Αμερικανικής κυβερνήσεως. Αί τοπικαί άρχαί διαμαρτύρονται. [10, 1081, 208, 1185]
filler-text: βραχμαί 47.000.000, 23) Εκ τής κοινής τής συνεισφοράς 42.000.000, 24) Εκ τής συνεισφοράς τών άγροτών 35.000.000. Σύνολον δραχμαί 26.000.000. Έκ τού ποσού τούτου θά διατεθή ποσόν 5.000.000. [929, 475, 1170, 540]
section-subhead: ΣΥΝΕΧΕΙΑ [899, 1481, 955, 1493]
dateline: ΑΛΓΕΡΙΟΝ, 14. (Άσσ. Πρές). [848, 1845, 1005, 1870]
article-body [10, 210, 416, 648]
filler-text: Ύπάρχουν πολλαί έκκρεμότητες μεταξύ τών δύο χωρών, αί όποίαι δέν έχουν έπιλυθή. Τό ύπουργείον Εξωτερικών παρακολουθεί τό ζήτημα. [1378, 478, 1560, 543]
filler-text: Ό ύπουργός Εξωτερικών τής Όλλανδίας κ. Λούνς έδήλωσεν ότι ή Βρεταννία πρέπει νά γίνη μέλος τής Κοινής Άγοράς χωρίς νά τεθούν όροι οί όποίοι θά έμποδίσουν τήν έξέλιξιν τών οίκονομικών σχέσεων τών Έξ. Έπίσης έτόνισεν ότι αί διαπραγματεύσεις πρέπει νά διεξαχθούν έντός τού πλαισίου τής συνθήκης τής Ρώμης. [218, 510, 416, 640]
headline: ΜΕΤΑ ΤΗΣ ΕΥΡΩΠΑΪΚΗΣ ΑΓΟΡΑΣ [25, 1866, 400, 1891]
filler-text: Ή καναδική κυβέρνησις κατήγγειλε τήν Σοβιετικήν Ένωσιν ότι έπιχειρεί άπαράδεκτον άνάμιξιν είς τάς έσωτερικάς υποθέσεις τού Καναδά μέσω τής σοβιετικής πρεσβείας είς Όττάβαν. [10, 1272, 208, 1351]
